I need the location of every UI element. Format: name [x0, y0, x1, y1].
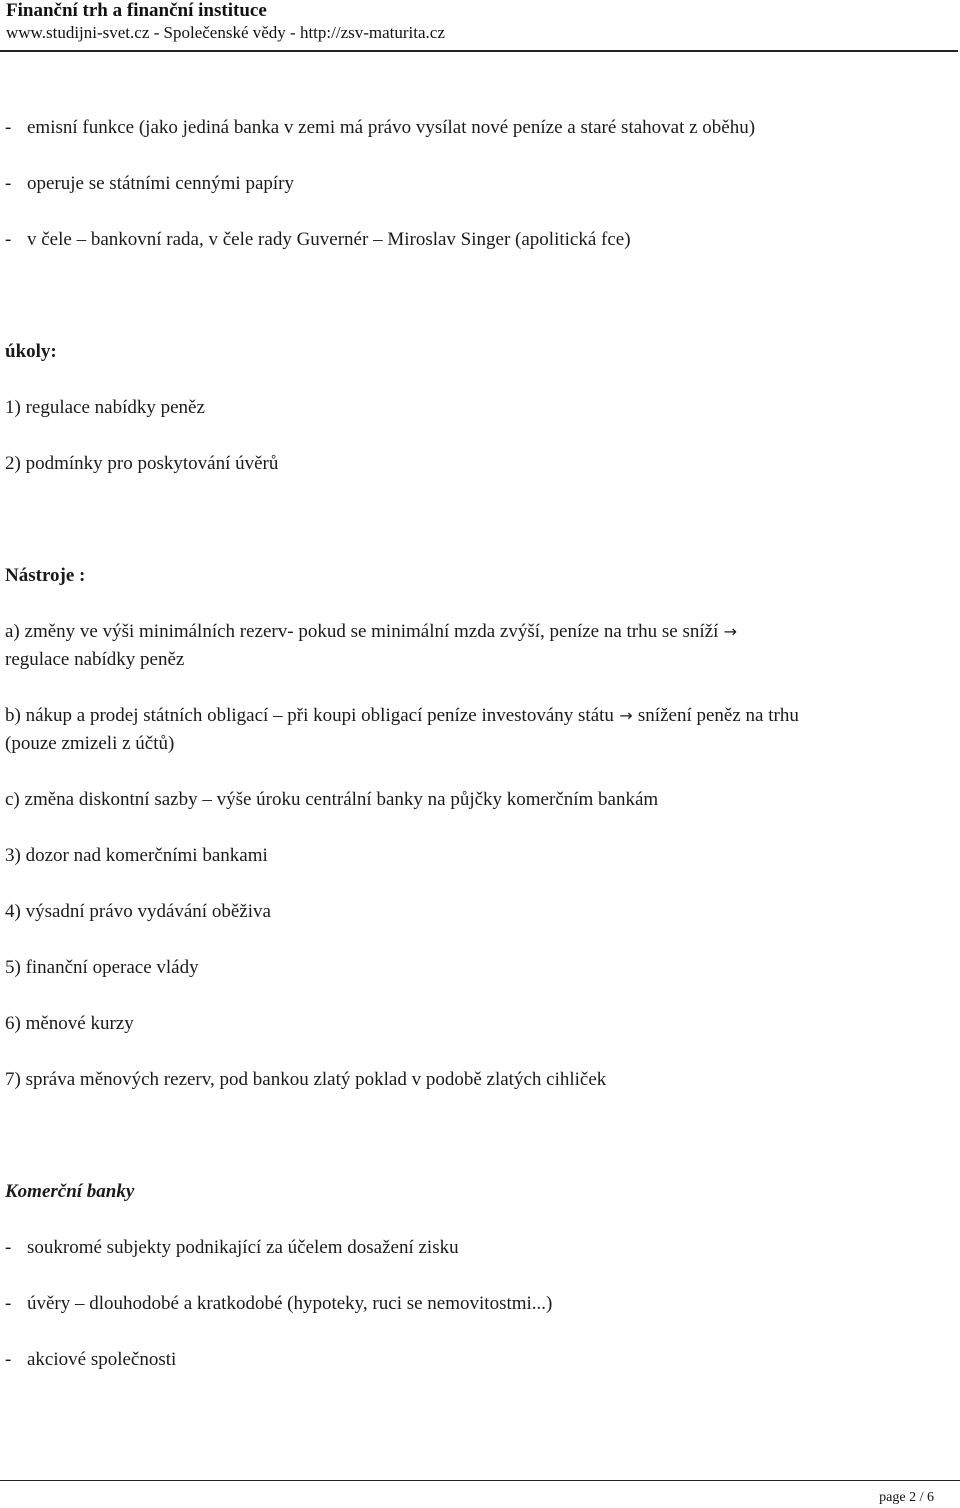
list-item: [5, 1346, 176, 1374]
list-item: [5, 226, 631, 254]
task-item: 5) finanční operace vlády: [5, 957, 199, 978]
tool-item-b: [5, 702, 799, 730]
section-heading-komercni-banky: Komerční banky: [5, 1181, 135, 1202]
page-number: page 2 / 6: [879, 1490, 934, 1505]
tool-item-text: b) nákup a prodej státních obligací – při koupi obligací peníze investovány státu: [5, 705, 614, 726]
section-heading-nastroje: Nástroje :: [5, 565, 86, 586]
task-item: 4) výsadní právo vydávání oběživa: [5, 901, 271, 922]
task-item: 2) podmínky pro poskytování úvěrů: [5, 453, 279, 474]
header-divider: [0, 50, 958, 52]
list-item-text: akciové společnosti: [27, 1349, 177, 1370]
list-item: [5, 1234, 459, 1262]
bullet-dash: -: [5, 1237, 12, 1258]
page-header: [6, 0, 956, 43]
tool-item-a-cont: regulace nabídky peněz: [5, 649, 185, 670]
list-item-text: operuje se státními cennými papíry: [27, 173, 294, 194]
tool-item-b-cont: (pouze zmizeli z účtů): [5, 733, 175, 754]
bullet-dash: -: [5, 229, 12, 250]
task-item: 7) správa měnových rezerv, pod bankou zlatý poklad v podobě zlatých cihliček: [5, 1069, 607, 1090]
document-title: Finanční trh a finanční instituce: [6, 0, 267, 21]
list-item: [5, 170, 294, 198]
list-item: [5, 1290, 552, 1318]
section-heading-ukoly: úkoly:: [5, 341, 57, 362]
bullet-dash: -: [5, 1293, 12, 1314]
arrow-right-icon: →: [619, 706, 633, 725]
tool-item-a: [5, 618, 742, 646]
bullet-dash: -: [5, 173, 12, 194]
tool-item-c: c) změna diskontní sazby – výše úroku centrální banky na půjčky komerčním bankám: [5, 789, 659, 810]
bullet-dash: -: [5, 117, 12, 138]
bullet-dash: -: [5, 1349, 12, 1370]
footer-divider: [0, 1480, 960, 1481]
task-item: 6) měnové kurzy: [5, 1013, 134, 1034]
list-item-text: v čele – bankovní rada, v čele rady Guvernér – Miroslav Singer (apolitická fce): [27, 229, 631, 250]
list-item-text: úvěry – dlouhodobé a kratkodobé (hypoteky, ruci se nemovitostmi...): [27, 1293, 553, 1314]
arrow-right-icon: →: [723, 622, 738, 641]
list-item-text: emisní funkce (jako jediná banka v zemi má právo vysílat nové peníze a staré stahovat z oběhu): [27, 117, 756, 138]
task-item: 1) regulace nabídky peněz: [5, 397, 205, 418]
tool-item-text: a) změny ve výši minimálních rezerv- pokud se minimální mzda zvýší, peníze na trhu se sníží: [5, 621, 719, 642]
task-item: 3) dozor nad komerčními bankami: [5, 845, 268, 866]
document-source: www.studijni-svet.cz - Společenské vědy - http://zsv-maturita.cz: [6, 23, 445, 42]
list-item-text: soukromé subjekty podnikající za účelem dosažení zisku: [27, 1237, 459, 1258]
list-item: [5, 114, 755, 142]
tool-item-text: snížení peněz na trhu: [637, 705, 799, 726]
